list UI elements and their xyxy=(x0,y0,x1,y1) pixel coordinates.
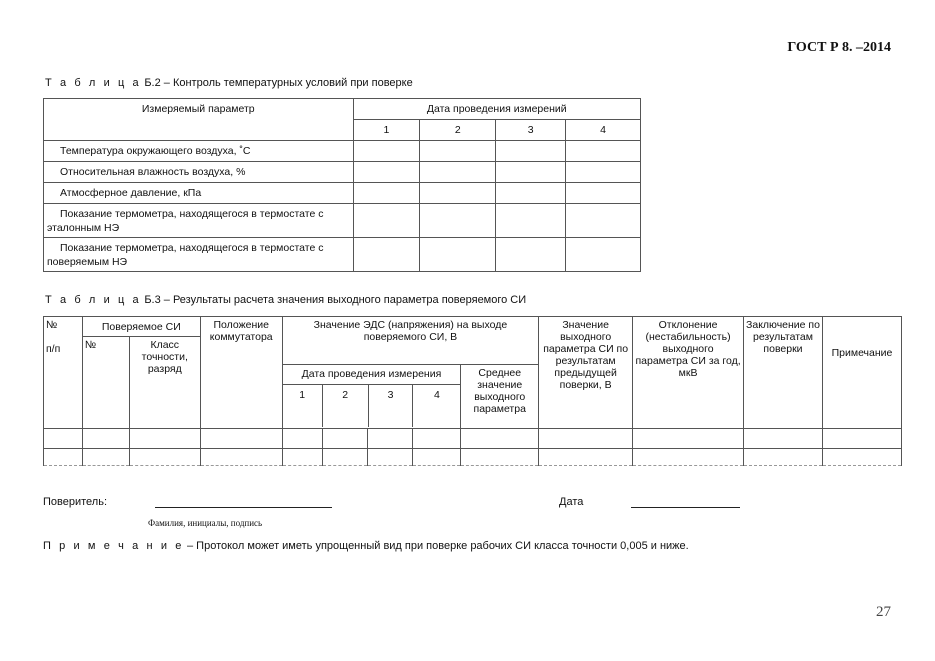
table-b2-date-4: 4 xyxy=(566,120,641,141)
table-cell xyxy=(496,141,566,162)
table-cell xyxy=(44,449,83,466)
document-header-standard: ГОСТ Р 8. –2014 xyxy=(787,40,891,55)
table-cell xyxy=(566,204,641,238)
table-b2-caption xyxy=(45,77,413,89)
table-cell xyxy=(368,449,413,466)
table-cell xyxy=(822,429,901,449)
table-b2-caption-prefix: Т а б л и ц а xyxy=(45,77,142,89)
table-cell xyxy=(420,204,496,238)
table-b3-date-3: 3 xyxy=(369,385,414,427)
verifier-sublabel: Фамилия, инициалы, подпись xyxy=(148,518,263,528)
table-b2-caption-text: Б.2 – Контроль температурных условий при поверке xyxy=(141,77,413,89)
page-number: 27 xyxy=(876,604,891,620)
table-b3-header-si: Поверяемое СИ xyxy=(82,317,200,337)
table-cell xyxy=(539,449,633,466)
protocol-note xyxy=(43,540,689,552)
table-b2-row-label: Относительная влажность воздуха, % xyxy=(44,162,354,183)
table-cell xyxy=(496,204,566,238)
table-b3-caption-prefix: Т а б л и ц а xyxy=(45,294,142,306)
table-b3-header-si-class: Класс точности, разряд xyxy=(129,337,200,429)
table-cell xyxy=(129,449,200,466)
table-cell xyxy=(496,183,566,204)
table-cell xyxy=(566,141,641,162)
table-b3-header-dates-block xyxy=(282,365,461,429)
table-b3-header-si-no: № xyxy=(82,337,129,429)
table-b3-date-4: 4 xyxy=(433,389,440,401)
table-cell xyxy=(420,141,496,162)
table-cell xyxy=(420,162,496,183)
table-b2-date-1: 1 xyxy=(353,120,420,141)
table-b3-date-2: 2 xyxy=(323,385,369,427)
table-b2-header-dates: Дата проведения измерений xyxy=(353,99,641,120)
table-b3-caption-text: Б.3 – Результаты расчета значения выходного параметра поверяемого СИ xyxy=(141,294,527,306)
table-b3-header-avg: Среднее значение выходного параметра xyxy=(461,365,539,429)
table-b2-date-3: 3 xyxy=(496,120,566,141)
table-b2-row-label: Показание термометра, находящегося в термостате с эталонным НЭ xyxy=(44,204,354,238)
table-cell xyxy=(322,429,368,449)
table-cell xyxy=(44,429,83,449)
table-cell xyxy=(82,449,129,466)
table-b2-row-label: Атмосферное давление, кПа xyxy=(44,183,354,204)
table-row xyxy=(44,429,902,449)
table-cell xyxy=(420,183,496,204)
table-cell xyxy=(566,162,641,183)
table-b3-header-switch: Положение коммутатора xyxy=(200,317,282,429)
table-cell xyxy=(200,449,282,466)
table-b3-header-emf: Значение ЭДС (напряжения) на выходе поверяемого СИ, В xyxy=(282,317,539,365)
table-b2-row-label: Показание термометра, находящегося в термостате с поверяемым НЭ xyxy=(44,238,354,272)
table-b2-date-2: 2 xyxy=(420,120,496,141)
table-cell xyxy=(461,429,539,449)
table-cell xyxy=(368,429,413,449)
table-cell xyxy=(744,449,823,466)
table-cell xyxy=(282,429,322,449)
note-text: – Протокол может иметь упрощенный вид при поверке рабочих СИ класса точности 0,005 и ниже. xyxy=(183,540,689,552)
table-row xyxy=(44,162,641,183)
note-prefix: П р и м е ч а н и е xyxy=(43,540,184,552)
date-line xyxy=(631,507,740,508)
table-b3-header-dates: Дата проведения измерения xyxy=(283,365,461,385)
table-row xyxy=(44,204,641,238)
table-cell xyxy=(413,449,461,466)
table-cell xyxy=(566,238,641,272)
table-b3-caption xyxy=(45,294,526,306)
table-cell xyxy=(496,162,566,183)
table-cell xyxy=(129,429,200,449)
table-cell xyxy=(633,429,744,449)
table-b2-header-param: Измеряемый параметр xyxy=(44,99,354,141)
table-b2-row-label: Температура окружающего воздуха, ˚С xyxy=(44,141,354,162)
table-cell xyxy=(353,238,420,272)
table-b3-header-note: Примечание xyxy=(822,317,901,429)
table-b3-header-no: № xyxy=(46,319,58,331)
table-b3-header-dev: Отклонение (нестабильность) выходного параметра СИ за год, мкВ xyxy=(633,317,744,429)
table-cell xyxy=(353,183,420,204)
table-b3-header-pp: п/п xyxy=(46,343,61,355)
table-cell xyxy=(322,449,368,466)
table-b3 xyxy=(43,316,902,466)
table-b3-date-numbers xyxy=(283,385,461,427)
table-cell xyxy=(566,183,641,204)
table-cell xyxy=(420,238,496,272)
table-b3-header-prev: Значение выходного параметра СИ по результатам предыдущей поверки, В xyxy=(539,317,633,429)
table-row xyxy=(44,141,641,162)
table-cell xyxy=(82,429,129,449)
table-cell xyxy=(282,449,322,466)
table-cell xyxy=(353,141,420,162)
table-cell xyxy=(461,449,539,466)
table-cell xyxy=(744,429,823,449)
table-cell xyxy=(539,429,633,449)
table-b3-header-concl: Заключение по результатам поверки xyxy=(744,317,823,429)
table-b2 xyxy=(43,98,641,272)
verifier-label: Поверитель: xyxy=(43,496,107,508)
table-cell xyxy=(413,429,461,449)
verifier-signature-line xyxy=(155,507,332,508)
table-cell xyxy=(353,204,420,238)
table-b3-date-1: 1 xyxy=(283,385,323,427)
table-cell xyxy=(496,238,566,272)
table-cell xyxy=(633,449,744,466)
date-label: Дата xyxy=(559,496,584,508)
table-cell xyxy=(353,162,420,183)
table-row xyxy=(44,238,641,272)
table-row xyxy=(44,449,902,466)
table-cell xyxy=(200,429,282,449)
table-row xyxy=(44,183,641,204)
table-cell xyxy=(822,449,901,466)
table-b3-header-number xyxy=(44,317,83,429)
